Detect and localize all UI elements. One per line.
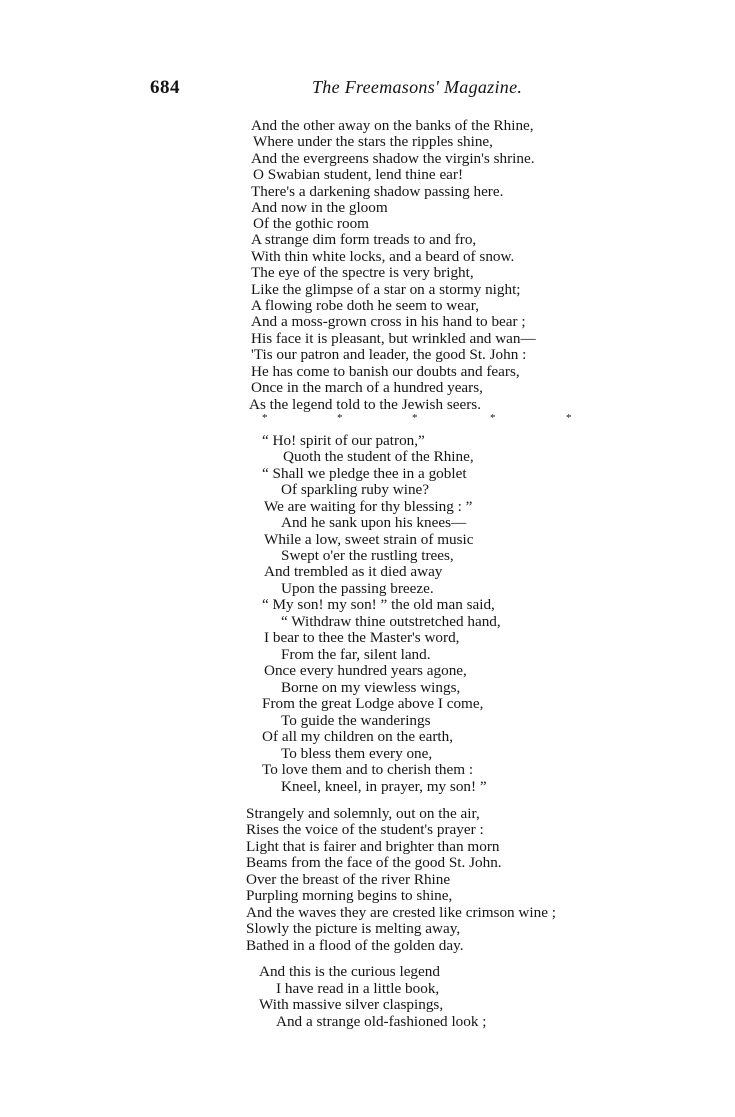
poem-line: Like the glimpse of a star on a stormy night; [251, 281, 521, 298]
poem-line: I have read in a little book, [276, 980, 440, 997]
poem-line: And this is the curious legend [259, 963, 440, 980]
poem-line: “ Ho! spirit of our patron,” [262, 432, 425, 449]
separator-star: * [262, 412, 268, 424]
poem-line: Once every hundred years agone, [264, 662, 467, 679]
page-header [0, 77, 735, 101]
poem-line: And the evergreens shadow the virgin's shrine. [251, 150, 535, 167]
poem-line: Of sparkling ruby wine? [281, 481, 430, 498]
poem-line: 'Tis our patron and leader, the good St. John : [251, 346, 527, 363]
poem-line: To love them and to cherish them : [262, 761, 474, 778]
poem-line: “ Withdraw thine outstretched hand, [281, 613, 501, 630]
separator-star: * [337, 412, 343, 424]
poem-line: Once in the march of a hundred years, [251, 379, 483, 396]
page-number: 684 [150, 77, 180, 98]
poem-line: “ My son! my son! ” the old man said, [262, 596, 495, 613]
poem-line: And trembled as it died away [264, 563, 443, 580]
running-title: The Freemasons' Magazine. [312, 77, 523, 97]
poem-line: Light that is fairer and brighter than morn [246, 838, 500, 855]
poem-line: Quoth the student of the Rhine, [283, 448, 474, 465]
poem-line: His face it is pleasant, but wrinkled and wan— [251, 330, 536, 347]
poem-line: There's a darkening shadow passing here. [251, 183, 504, 200]
poem-line: From the far, silent land. [281, 646, 431, 663]
poem-line: Of the gothic room [253, 215, 369, 232]
poem-line: Bathed in a flood of the golden day. [246, 937, 464, 954]
poem-line: Borne on my viewless wings, [281, 679, 461, 696]
separator-star: * [490, 412, 496, 424]
poem-line: O Swabian student, lend thine ear! [253, 166, 464, 183]
poem-line: While a low, sweet strain of music [264, 531, 474, 548]
poem-line: Swept o'er the rustling trees, [281, 547, 454, 564]
poem-line: And the other away on the banks of the Rhine, [251, 117, 534, 134]
poem-line: Where under the stars the ripples shine, [253, 133, 493, 150]
poem-line: A strange dim form treads to and fro, [251, 231, 477, 248]
section-separator [0, 412, 735, 426]
separator-star: * [566, 412, 572, 424]
poem-line: And the waves they are crested like crimson wine ; [246, 904, 556, 921]
poem-line: Slowly the picture is melting away, [246, 920, 461, 937]
poem-line: Upon the passing breeze. [281, 580, 434, 597]
poem-line: With thin white locks, and a beard of snow. [251, 248, 515, 265]
poem-line: He has come to banish our doubts and fears, [251, 363, 520, 380]
poem-line: Over the breast of the river Rhine [246, 871, 451, 888]
poem-line: Rises the voice of the student's prayer : [246, 821, 484, 838]
poem-line: I bear to thee the Master's word, [264, 629, 460, 646]
poem-line: “ Shall we pledge thee in a goblet [262, 465, 467, 482]
poem-line: With massive silver claspings, [259, 996, 444, 1013]
poem-line: Purpling morning begins to shine, [246, 887, 453, 904]
poem-line: Strangely and solemnly, out on the air, [246, 805, 480, 822]
poem-line: The eye of the spectre is very bright, [251, 264, 474, 281]
poem-line: And he sank upon his knees— [281, 514, 467, 531]
poem-line: We are waiting for thy blessing : ” [264, 498, 473, 515]
poem-line: And a moss-grown cross in his hand to bear ; [251, 313, 526, 330]
poem-line: Beams from the face of the good St. John. [246, 854, 502, 871]
poem-line: Of all my children on the earth, [262, 728, 454, 745]
poem-line: A flowing robe doth he seem to wear, [251, 297, 479, 314]
poem-line: From the great Lodge above I come, [262, 695, 484, 712]
poem-line: To guide the wanderings [281, 712, 431, 729]
poem-line: As the legend told to the Jewish seers. [249, 396, 481, 413]
poem-line: To bless them every one, [281, 745, 433, 762]
poem-line: And now in the gloom [251, 199, 388, 216]
separator-star: * [412, 412, 418, 424]
poem-line: And a strange old-fashioned look ; [276, 1013, 487, 1030]
poem-line: Kneel, kneel, in prayer, my son! ” [281, 778, 487, 795]
